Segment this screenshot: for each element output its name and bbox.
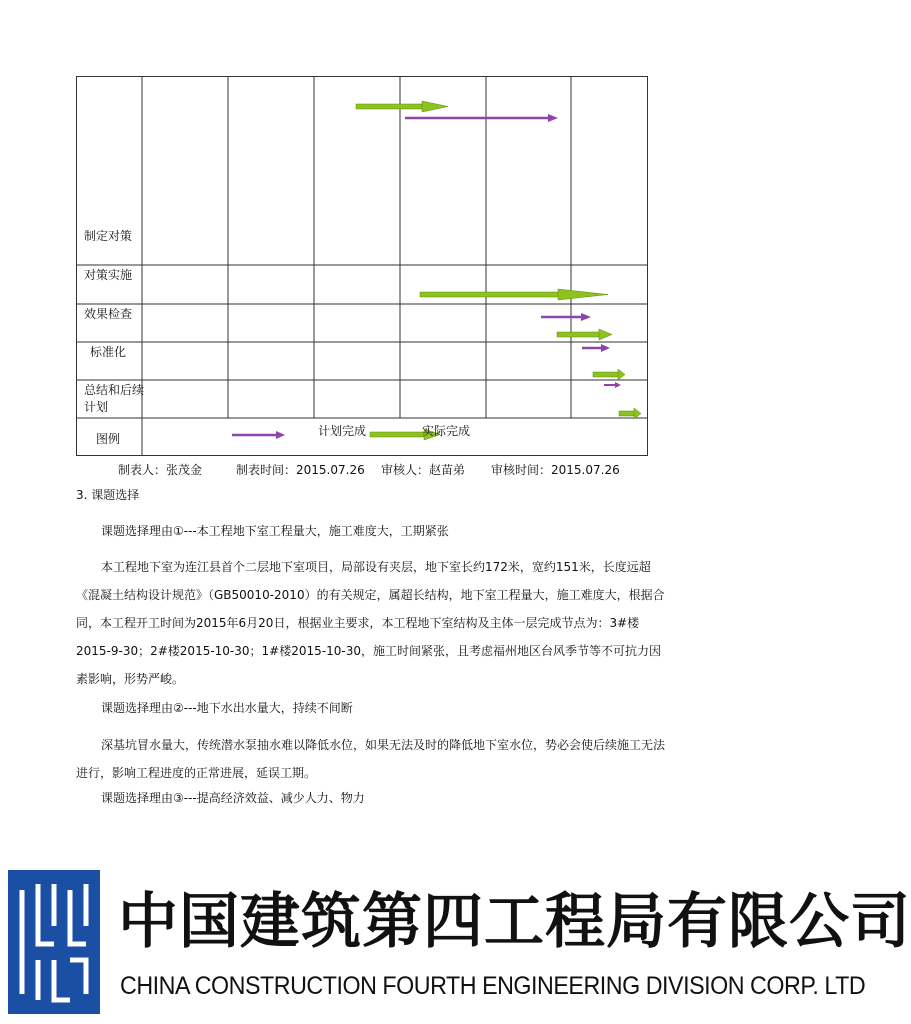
row-label: 制定对策 [84, 229, 133, 243]
made-time: 制表时间：2015.07.26 [236, 463, 365, 477]
company-footer [0, 860, 911, 1024]
row-label: 对策实施 [84, 268, 133, 282]
reason2-title: 课题选择理由②---地下水出水量大，持续不间断 [101, 701, 353, 715]
company-name-cn: 中国建筑第四工程局有限公司 [118, 887, 911, 957]
actual-bar [420, 289, 608, 300]
gantt-table [76, 76, 648, 456]
row-label: 总结和后续计划 [84, 383, 145, 414]
legend-planned-label: 计划完成 [318, 424, 367, 438]
row-label: 图例 [96, 432, 121, 446]
row-label: 效果检查 [84, 307, 133, 321]
actual-bar [557, 329, 612, 340]
gantt-border [77, 77, 648, 456]
planned-bar [604, 382, 621, 388]
section-heading: 3. 课题选择 [76, 488, 140, 502]
actual-bar [593, 369, 625, 380]
review-time: 审核时间：2015.07.26 [491, 463, 620, 477]
legend-planned-arrow [232, 431, 285, 439]
row-label: 标准化 [90, 345, 127, 359]
reviewer: 审核人：赵苗弟 [381, 463, 466, 477]
cscec-logo-icon [8, 870, 100, 1014]
reason1-title: 课题选择理由①---本工程地下室工程量大，施工难度大，工期紧张 [101, 524, 449, 538]
made-by: 制表人：张茂金 [118, 463, 203, 477]
actual-bar [619, 408, 641, 419]
company-name-en: CHINA CONSTRUCTION FOURTH ENGINEERING DIVISION CORP. LTD [120, 972, 866, 1000]
reason1-body: 本工程地下室为连江县首个二层地下室项目，局部设有夹层，地下室长约172米，宽约151米，长度远超《混凝土结构设计规范》（GB50010-2010）的有关规定，属超长结构，地下室工程量大，施工难度大，根据合同，本工程开工时间为2015年6月20日，根据业主要求，本工程地下室结构及主体一层完成节点为：3#楼2015-9-30；2#楼2015-10-30；1#楼2015-10-30，施工时间紧张，且考虑福州地区台风季节等不可抗力因素影响，形势严峻。 [76, 560, 665, 686]
planned-bar [405, 114, 558, 122]
planned-bar [582, 344, 610, 352]
gantt-grid [76, 76, 648, 456]
legend-actual-label: 实际完成 [422, 424, 471, 438]
reason2-body: 深基坑冒水量大，传统潜水泵抽水难以降低水位，如果无法及时的降低地下室水位，势必会使后续施工无法进行，影响工程进度的正常进展，延误工期。 [76, 738, 666, 780]
reason3-title: 课题选择理由③---提高经济效益、减少人力、物力 [101, 791, 365, 805]
planned-bar [541, 313, 591, 321]
actual-bar [356, 101, 448, 112]
